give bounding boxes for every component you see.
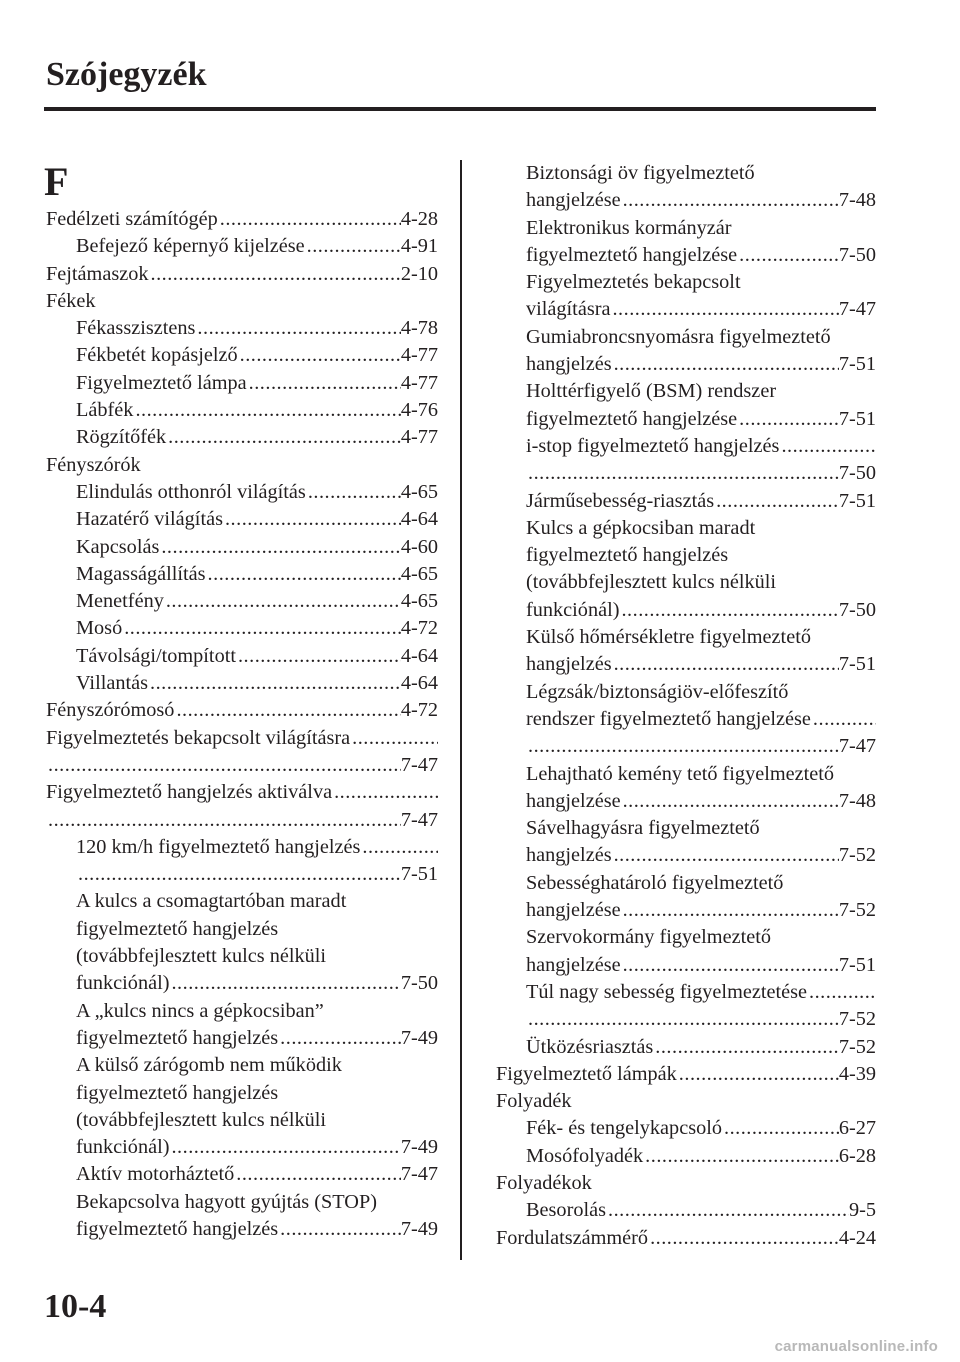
entry-text: i-stop figyelmeztető hangjelzés bbox=[526, 434, 780, 457]
entry-text: Fényszórómosó bbox=[46, 699, 175, 722]
index-subentry bbox=[46, 1080, 438, 1107]
index-subentry bbox=[496, 242, 876, 269]
page-reference: 4-76 bbox=[400, 399, 438, 422]
index-column-left bbox=[46, 206, 438, 1243]
page-reference: 4-39 bbox=[838, 1062, 876, 1085]
dot-leader bbox=[606, 1197, 849, 1224]
entry-text: hangjelzése bbox=[526, 789, 621, 812]
index-subentry bbox=[496, 1034, 876, 1061]
dot-leader bbox=[133, 397, 400, 424]
entry-text: (továbbfejlesztett kulcs nélküli bbox=[76, 945, 327, 968]
index-subentry bbox=[46, 1189, 438, 1216]
page-reference: 4-64 bbox=[400, 644, 438, 667]
entry-text: Fedélzeti számítógép bbox=[46, 208, 218, 230]
entry-text: Besorolás bbox=[526, 1199, 606, 1222]
entry-text: Légzsák/biztonságiöv-előfeszítő bbox=[526, 680, 789, 703]
entry-text: Menetfény bbox=[76, 590, 164, 613]
entry-text: Sebességhatároló figyelmeztető bbox=[526, 871, 784, 894]
index-subentry bbox=[496, 296, 876, 323]
index-subentry bbox=[496, 1115, 876, 1142]
dot-leader bbox=[612, 651, 839, 678]
entry-text: Fékbetét kopásjelző bbox=[76, 344, 238, 367]
entry-text: hangjelzése bbox=[526, 899, 621, 922]
section-letter: F bbox=[44, 159, 69, 204]
entry-text: Külső hőmérsékletre figyelmeztető bbox=[526, 626, 811, 649]
entry-text: Fék- és tengelykapcsoló bbox=[526, 1117, 722, 1140]
index-subentry bbox=[496, 187, 876, 214]
dot-leader bbox=[234, 1161, 401, 1188]
dot-leader bbox=[206, 561, 401, 588]
dot-leader bbox=[236, 643, 401, 670]
index-subentry bbox=[496, 842, 876, 869]
dot-leader bbox=[653, 1034, 839, 1061]
entry-text: rendszer figyelmeztető hangjelzése bbox=[526, 707, 811, 730]
dot-leader bbox=[122, 615, 401, 642]
page-reference: 7-50 bbox=[838, 462, 876, 485]
index-subentry bbox=[46, 233, 438, 260]
index-subentry bbox=[496, 1006, 876, 1033]
entry-text: Mosó bbox=[76, 617, 123, 640]
index-subentry bbox=[46, 888, 438, 915]
index-subentry bbox=[46, 1025, 438, 1052]
entry-text: Figyelmeztető lámpa bbox=[76, 371, 247, 394]
page-reference: 4-60 bbox=[400, 535, 438, 558]
dot-leader bbox=[807, 979, 876, 1006]
index-subentry bbox=[496, 324, 876, 351]
page-reference: 4-77 bbox=[400, 371, 438, 394]
dot-leader bbox=[811, 706, 876, 733]
index-subentry bbox=[496, 1197, 876, 1224]
entry-text: Befejező képernyő kijelzése bbox=[76, 235, 305, 258]
entry-text: funkciónál) bbox=[526, 598, 620, 621]
dot-leader bbox=[648, 1225, 839, 1252]
entry-text: Fékasszisztens bbox=[76, 317, 196, 340]
dot-leader bbox=[737, 406, 839, 433]
dot-leader bbox=[218, 206, 401, 233]
entry-text: hangjelzése bbox=[526, 953, 621, 976]
page-reference: 7-52 bbox=[838, 1008, 876, 1031]
index-subentry bbox=[496, 433, 876, 460]
index-entry bbox=[46, 779, 438, 806]
entry-text: Aktív motorháztető bbox=[76, 1163, 235, 1186]
dot-leader bbox=[526, 1006, 839, 1033]
index-subentry bbox=[496, 788, 876, 815]
page-reference: 9-5 bbox=[848, 1199, 876, 1222]
dot-leader bbox=[526, 460, 839, 487]
index-subentry bbox=[46, 1107, 438, 1134]
index-subentry bbox=[496, 706, 876, 733]
entry-text: Villantás bbox=[76, 672, 149, 695]
index-subentry bbox=[496, 597, 876, 624]
entry-text: 120 km/h figyelmeztető hangjelzés bbox=[76, 835, 361, 858]
page-reference: 7-51 bbox=[838, 489, 876, 512]
index-entry bbox=[46, 697, 438, 724]
index-column-right bbox=[496, 160, 876, 1252]
page-reference: 4-28 bbox=[400, 208, 438, 230]
index-subentry bbox=[496, 542, 876, 569]
page-reference: 7-51 bbox=[838, 353, 876, 376]
index-entry bbox=[496, 1170, 876, 1197]
entry-text: Lehajtható kemény tető figyelmeztető bbox=[526, 762, 835, 785]
index-subentry bbox=[46, 916, 438, 943]
entry-text: figyelmeztető hangjelzése bbox=[526, 243, 738, 266]
watermark: carmanualsonline.info bbox=[774, 1338, 938, 1355]
page-reference: 6-28 bbox=[838, 1144, 876, 1167]
index-subentry bbox=[46, 397, 438, 424]
dot-leader bbox=[722, 1115, 839, 1142]
entry-text: figyelmeztető hangjelzés bbox=[526, 544, 729, 567]
dot-leader bbox=[305, 233, 401, 260]
dot-leader bbox=[677, 1061, 839, 1088]
entry-text: figyelmeztető hangjelzés bbox=[76, 1081, 279, 1104]
dot-leader bbox=[332, 779, 438, 806]
index-subentry bbox=[46, 424, 438, 451]
page-reference: 7-52 bbox=[838, 899, 876, 922]
index-subentry bbox=[46, 1052, 438, 1079]
index-subentry bbox=[46, 1161, 438, 1188]
entry-text: (továbbfejlesztett kulcs nélküli bbox=[76, 1108, 327, 1131]
page-reference: 7-47 bbox=[400, 1163, 438, 1186]
index-subentry bbox=[496, 651, 876, 678]
entry-text: Elektronikus kormányzár bbox=[526, 216, 732, 239]
page-number: 10-4 bbox=[44, 1288, 107, 1325]
index-subentry bbox=[46, 1216, 438, 1243]
page-reference: 4-64 bbox=[400, 672, 438, 695]
index-subentry bbox=[496, 679, 876, 706]
entry-text: A külső zárógomb nem működik bbox=[76, 1054, 342, 1077]
index-subentry bbox=[46, 615, 438, 642]
page-reference: 4-77 bbox=[400, 344, 438, 367]
entry-text: hangjelzés bbox=[526, 653, 612, 676]
index-subentry bbox=[46, 315, 438, 342]
index-entry bbox=[46, 725, 438, 752]
dot-leader bbox=[174, 697, 400, 724]
entry-text: hangjelzés bbox=[526, 353, 612, 376]
dot-leader bbox=[779, 433, 876, 460]
dot-leader bbox=[621, 897, 839, 924]
entry-text: Hazatérő világítás bbox=[76, 508, 223, 531]
entry-text: Figyelmeztető hangjelzés aktiválva bbox=[46, 781, 333, 804]
index-subentry bbox=[496, 1143, 876, 1170]
index-subentry bbox=[46, 370, 438, 397]
dot-leader bbox=[169, 1134, 400, 1161]
page-title: Szójegyzék bbox=[46, 56, 207, 93]
page-reference: 7-48 bbox=[838, 789, 876, 812]
index-subentry bbox=[496, 515, 876, 542]
page-reference: 7-51 bbox=[838, 953, 876, 976]
dot-leader bbox=[350, 725, 438, 752]
entry-text: Kulcs a gépkocsiban maradt bbox=[526, 516, 756, 539]
dot-leader bbox=[238, 342, 401, 369]
dot-leader bbox=[169, 970, 400, 997]
index-subentry bbox=[496, 952, 876, 979]
dot-leader bbox=[149, 261, 401, 288]
index-subentry bbox=[46, 588, 438, 615]
page-reference: 4-65 bbox=[400, 590, 438, 613]
entry-text: Járműsebesség-riasztás bbox=[526, 489, 715, 512]
index-subentry bbox=[496, 815, 876, 842]
dot-leader bbox=[306, 479, 401, 506]
index-subentry bbox=[496, 269, 876, 296]
dot-leader bbox=[621, 952, 839, 979]
index-entry bbox=[46, 288, 438, 315]
dot-leader bbox=[610, 296, 838, 323]
entry-text: Figyelmeztetés bekapcsolt világításra bbox=[46, 726, 351, 749]
dot-leader bbox=[223, 506, 401, 533]
page-reference: 4-72 bbox=[400, 617, 438, 640]
dot-leader bbox=[621, 788, 839, 815]
entry-text: Kapcsolás bbox=[76, 535, 160, 558]
column-divider bbox=[460, 160, 462, 1260]
index-entry bbox=[46, 807, 438, 834]
dot-leader bbox=[621, 187, 839, 214]
page-reference: 4-64 bbox=[400, 508, 438, 531]
index-subentry bbox=[496, 378, 876, 405]
page-reference: 7-50 bbox=[838, 243, 876, 266]
page-reference: 4-24 bbox=[838, 1226, 876, 1249]
page-reference: 7-52 bbox=[838, 844, 876, 867]
index-subentry bbox=[46, 342, 438, 369]
entry-text: Gumiabroncsnyomásra figyelmeztető bbox=[526, 325, 831, 348]
page-reference: 4-78 bbox=[400, 317, 438, 340]
entry-text: Bekapcsolva hagyott gyújtás (STOP) bbox=[76, 1190, 377, 1213]
index-subentry bbox=[46, 943, 438, 970]
page-reference: 7-47 bbox=[838, 298, 876, 321]
page-reference: 7-51 bbox=[400, 863, 438, 886]
index-subentry bbox=[496, 870, 876, 897]
page-reference: 6-27 bbox=[838, 1117, 876, 1140]
page-reference: 7-51 bbox=[838, 407, 876, 430]
dot-leader bbox=[737, 242, 839, 269]
page-reference: 7-51 bbox=[838, 653, 876, 676]
page-reference: 2-10 bbox=[400, 262, 438, 285]
entry-text: Fékek bbox=[46, 289, 96, 312]
dot-leader bbox=[643, 1143, 839, 1170]
index-subentry bbox=[496, 761, 876, 788]
dot-leader bbox=[714, 488, 839, 515]
entry-text: Sávelhagyásra figyelmeztető bbox=[526, 817, 760, 840]
index-subentry bbox=[496, 351, 876, 378]
index-subentry bbox=[496, 488, 876, 515]
index-entry bbox=[46, 752, 438, 779]
page-reference: 4-77 bbox=[400, 426, 438, 449]
entry-text: Szervokormány figyelmeztető bbox=[526, 926, 771, 949]
entry-text: Elindulás otthonról világítás bbox=[76, 480, 306, 503]
dot-leader bbox=[612, 351, 839, 378]
entry-text: Ütközésriasztás bbox=[526, 1035, 654, 1058]
dot-leader bbox=[247, 370, 401, 397]
page-reference: 7-47 bbox=[400, 808, 438, 831]
entry-text: Fényszórók bbox=[46, 453, 141, 476]
dot-leader bbox=[619, 597, 838, 624]
page-reference: 7-49 bbox=[400, 1026, 438, 1049]
header-rule bbox=[44, 107, 876, 111]
entry-text: figyelmeztető hangjelzés bbox=[76, 917, 279, 940]
index-subentry bbox=[46, 670, 438, 697]
dot-leader bbox=[76, 861, 401, 888]
index-subentry bbox=[46, 970, 438, 997]
index-subentry bbox=[46, 834, 438, 861]
entry-text: figyelmeztető hangjelzés bbox=[76, 1026, 279, 1049]
page-reference: 4-91 bbox=[400, 235, 438, 258]
dot-leader bbox=[612, 842, 839, 869]
dot-leader bbox=[166, 424, 401, 451]
index-subentry bbox=[46, 506, 438, 533]
entry-text: Folyadékok bbox=[496, 1171, 592, 1194]
dot-leader bbox=[526, 733, 839, 760]
entry-text: funkciónál) bbox=[76, 972, 170, 995]
index-subentry bbox=[46, 561, 438, 588]
index-subentry bbox=[46, 998, 438, 1025]
page-reference: 7-49 bbox=[400, 1217, 438, 1240]
entry-text: figyelmeztető hangjelzése bbox=[526, 407, 738, 430]
page-reference: 7-47 bbox=[400, 753, 438, 776]
page-reference: 7-50 bbox=[838, 598, 876, 621]
entry-text: Figyelmeztető lámpák bbox=[496, 1062, 677, 1085]
dot-leader bbox=[46, 807, 401, 834]
entry-text: Magasságállítás bbox=[76, 562, 206, 585]
page-reference: 7-49 bbox=[400, 1136, 438, 1159]
page-reference: 4-72 bbox=[400, 699, 438, 722]
entry-text: A kulcs a csomagtartóban maradt bbox=[76, 890, 347, 913]
index-subentry bbox=[496, 460, 876, 487]
page-reference: 7-47 bbox=[838, 735, 876, 758]
dot-leader bbox=[148, 670, 401, 697]
index-subentry bbox=[46, 643, 438, 670]
index-subentry bbox=[496, 215, 876, 242]
entry-text: Távolsági/tompított bbox=[76, 644, 236, 667]
index-entry bbox=[46, 206, 438, 233]
entry-text: A „kulcs nincs a gépkocsiban” bbox=[76, 999, 324, 1022]
entry-text: világításra bbox=[526, 298, 611, 321]
index-subentry bbox=[46, 861, 438, 888]
index-entry bbox=[496, 1088, 876, 1115]
dot-leader bbox=[164, 588, 401, 615]
entry-text: Figyelmeztetés bekapcsolt bbox=[526, 271, 741, 294]
dot-leader bbox=[46, 752, 401, 779]
entry-text: funkciónál) bbox=[76, 1136, 170, 1159]
entry-text: Fejtámaszok bbox=[46, 262, 149, 285]
index-subentry bbox=[496, 406, 876, 433]
dot-leader bbox=[278, 1216, 401, 1243]
page-reference: 4-65 bbox=[400, 480, 438, 503]
entry-text: Biztonsági öv figyelmeztető bbox=[526, 162, 755, 184]
entry-text: Folyadék bbox=[496, 1090, 572, 1113]
index-subentry bbox=[496, 979, 876, 1006]
index-subentry bbox=[496, 624, 876, 651]
index-entry bbox=[46, 452, 438, 479]
index-subentry bbox=[46, 534, 438, 561]
entry-text: Lábfék bbox=[76, 399, 134, 422]
index-subentry bbox=[46, 1134, 438, 1161]
page-reference: 7-50 bbox=[400, 972, 438, 995]
entry-text: hangjelzése bbox=[526, 189, 621, 212]
entry-text: Holttérfigyelő (BSM) rendszer bbox=[526, 380, 777, 403]
index-subentry bbox=[496, 160, 876, 187]
dot-leader bbox=[195, 315, 400, 342]
entry-text: Mosófolyadék bbox=[526, 1144, 644, 1167]
page-reference: 7-48 bbox=[838, 189, 876, 212]
page-reference: 4-65 bbox=[400, 562, 438, 585]
index-entry bbox=[46, 261, 438, 288]
index-subentry bbox=[496, 733, 876, 760]
index-subentry bbox=[496, 569, 876, 596]
entry-text: figyelmeztető hangjelzés bbox=[76, 1217, 279, 1240]
entry-text: Fordulatszámmérő bbox=[496, 1226, 649, 1249]
dot-leader bbox=[278, 1025, 401, 1052]
index-subentry bbox=[46, 479, 438, 506]
entry-text: Túl nagy sebesség figyelmeztetése bbox=[526, 980, 808, 1003]
index-entry bbox=[496, 1061, 876, 1088]
entry-text: hangjelzés bbox=[526, 844, 612, 867]
entry-text: Rögzítőfék bbox=[76, 426, 167, 449]
index-subentry bbox=[496, 924, 876, 951]
index-subentry bbox=[496, 897, 876, 924]
dot-leader bbox=[159, 534, 400, 561]
index-entry bbox=[496, 1225, 876, 1252]
page-reference: 7-52 bbox=[838, 1035, 876, 1058]
entry-text: (továbbfejlesztett kulcs nélküli bbox=[526, 571, 777, 594]
dot-leader bbox=[360, 834, 438, 861]
